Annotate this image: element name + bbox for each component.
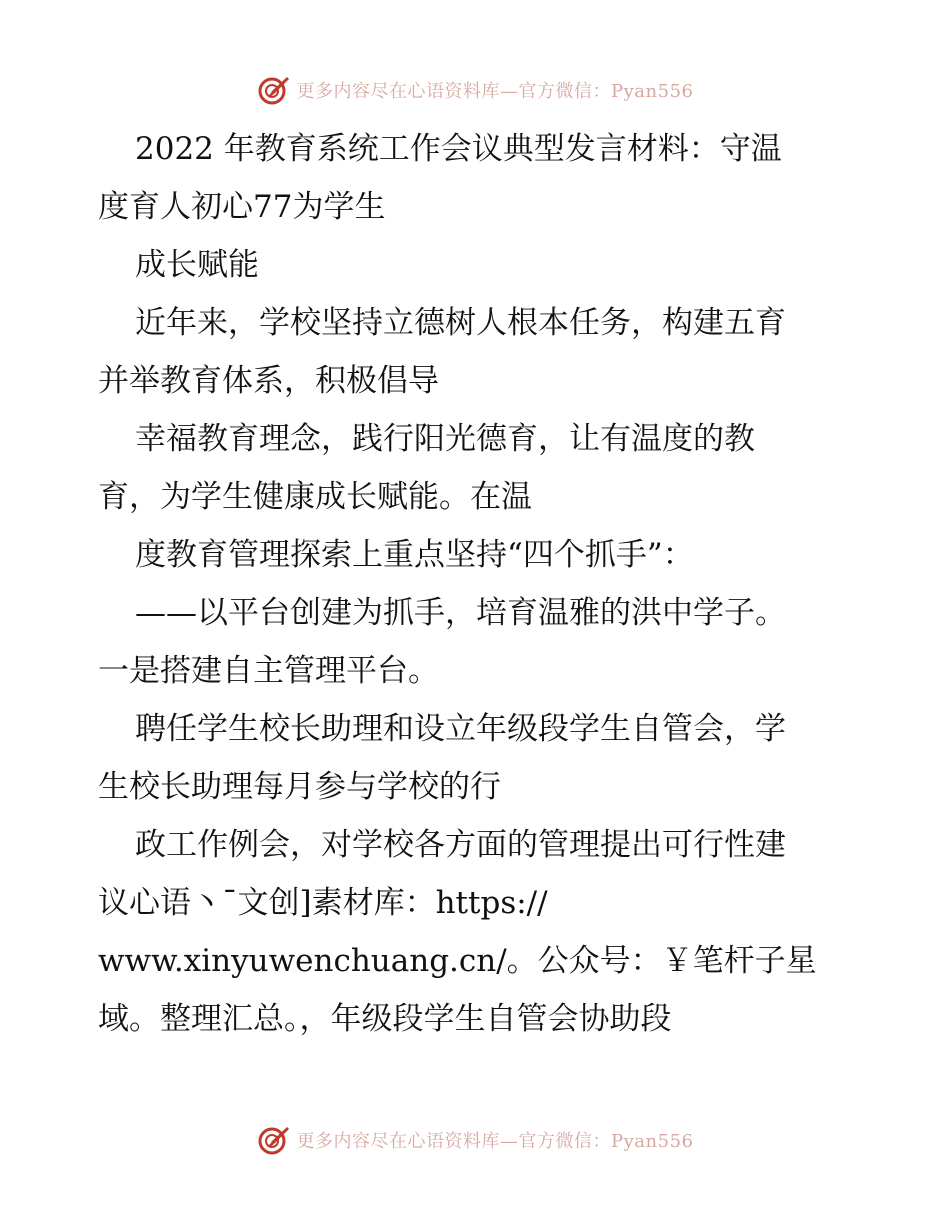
- document-line: 域。整理汇总。，年级段学生自管会协助段: [98, 1001, 672, 1037]
- document-line: 度育人初心77为学生: [98, 189, 386, 225]
- pen-logo-icon: [257, 73, 291, 107]
- footer-banner-text: 更多内容尽在心语资料库—官方微信：Pyan556: [296, 1131, 694, 1152]
- document-line: 成长赋能: [135, 247, 259, 283]
- document-line: 生校长助理每月参与学校的行: [98, 769, 501, 805]
- document-line: 育，为学生健康成长赋能。在温: [98, 479, 532, 515]
- header-banner: [0, 70, 950, 110]
- header-banner-text: 更多内容尽在心语资料库—官方微信：Pyan556: [296, 81, 694, 102]
- document-line: 并举教育体系，积极倡导: [98, 363, 439, 399]
- document-line: 幸福教育理念，践行阳光德育，让有温度的教: [135, 421, 755, 457]
- document-line: 度教育管理探索上重点坚持“四个抓手”：: [135, 537, 694, 573]
- document-line: 一是搭建自主管理平台。: [98, 653, 439, 689]
- document-line: 议心语丶¯文创]素材库：https://: [98, 885, 548, 921]
- document-body: [98, 120, 858, 1048]
- document-line: 2022 年教育系统工作会议典型发言材料：守温: [135, 131, 782, 167]
- document-line: 政工作例会，对学校各方面的管理提出可行性建: [135, 827, 786, 863]
- document-line: ——以平台创建为抓手，培育温雅的洪中学子。: [135, 595, 786, 631]
- document-line: 聘任学生校长助理和设立年级段学生自管会，学: [135, 711, 786, 747]
- pen-logo-icon: [257, 1123, 291, 1157]
- footer-banner: [0, 1120, 950, 1160]
- document-line: www.xinyuwenchuang.cn/。公众号：￥笔杆子星: [98, 943, 817, 979]
- document-line: 近年来，学校坚持立德树人根本任务，构建五育: [135, 305, 786, 341]
